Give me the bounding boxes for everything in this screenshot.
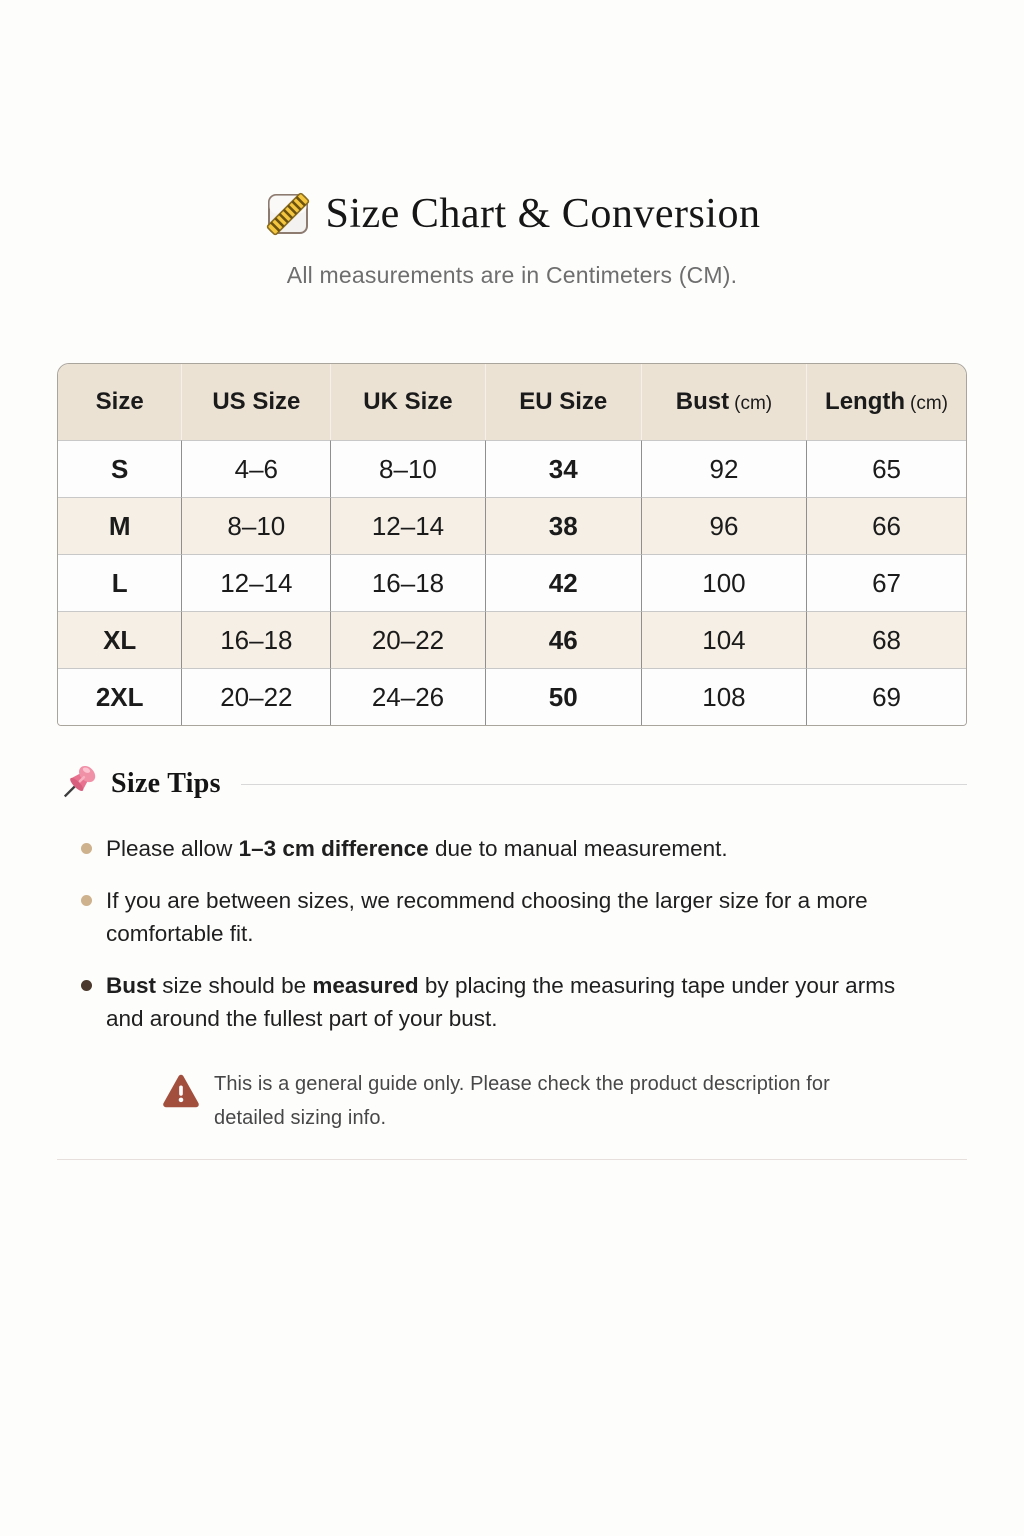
cell-length: 68 bbox=[807, 611, 966, 668]
cell-us: 8–10 bbox=[182, 497, 331, 554]
cell-size: XL bbox=[58, 611, 182, 668]
column-header-bust: Bust (cm) bbox=[642, 364, 807, 440]
tip-item-tolerance bbox=[81, 832, 967, 865]
cell-eu: 46 bbox=[486, 611, 642, 668]
cell-us: 12–14 bbox=[182, 554, 331, 611]
cell-us: 4–6 bbox=[182, 440, 331, 497]
cell-size: L bbox=[58, 554, 182, 611]
tips-list bbox=[57, 832, 967, 1035]
size-table-wrap bbox=[57, 363, 967, 726]
warning-note bbox=[162, 1067, 910, 1135]
table-row-s bbox=[58, 440, 966, 497]
bullet-icon bbox=[81, 895, 92, 906]
cell-eu: 50 bbox=[486, 668, 642, 725]
tip-item-bust-measure bbox=[81, 969, 967, 1035]
cell-bust: 100 bbox=[642, 554, 807, 611]
size-tips-title: Size Tips bbox=[111, 768, 221, 799]
cell-uk: 12–14 bbox=[331, 497, 485, 554]
column-header-length: Length (cm) bbox=[807, 364, 966, 440]
table-row-2xl bbox=[58, 668, 966, 725]
size-tips-heading bbox=[57, 762, 967, 806]
page-title: Size Chart & Conversion bbox=[325, 191, 761, 237]
table-header-row bbox=[58, 364, 966, 440]
cell-size: M bbox=[58, 497, 182, 554]
title-row bbox=[0, 190, 1024, 238]
column-header-us-size: US Size bbox=[182, 364, 331, 440]
ruler-note-icon bbox=[264, 190, 312, 238]
warning-text: This is a general guide only. Please check the product description for detailed sizing info. bbox=[214, 1073, 830, 1129]
pushpin-icon bbox=[57, 762, 101, 806]
cell-uk: 20–22 bbox=[331, 611, 485, 668]
cell-size: 2XL bbox=[58, 668, 182, 725]
heading-divider bbox=[241, 784, 967, 785]
size-tips-section bbox=[57, 762, 967, 1135]
cell-eu: 42 bbox=[486, 554, 642, 611]
cell-length: 67 bbox=[807, 554, 966, 611]
header bbox=[0, 0, 1024, 289]
cell-bust: 96 bbox=[642, 497, 807, 554]
warning-triangle-icon bbox=[162, 1072, 200, 1110]
column-header-size: Size bbox=[58, 364, 182, 440]
table-row-l bbox=[58, 554, 966, 611]
bullet-icon bbox=[81, 980, 92, 991]
column-header-eu-size: EU Size bbox=[486, 364, 642, 440]
cell-size: S bbox=[58, 440, 182, 497]
column-header-uk-size: UK Size bbox=[331, 364, 485, 440]
tip-item-between-sizes bbox=[81, 884, 967, 950]
cell-uk: 8–10 bbox=[331, 440, 485, 497]
bullet-icon bbox=[81, 843, 92, 854]
table-row-xl bbox=[58, 611, 966, 668]
size-table bbox=[57, 363, 967, 726]
cell-uk: 24–26 bbox=[331, 668, 485, 725]
cell-length: 65 bbox=[807, 440, 966, 497]
page-subtitle: All measurements are in Centimeters (CM). bbox=[286, 262, 738, 288]
cell-eu: 34 bbox=[486, 440, 642, 497]
cell-uk: 16–18 bbox=[331, 554, 485, 611]
cell-bust: 92 bbox=[642, 440, 807, 497]
cell-us: 16–18 bbox=[182, 611, 331, 668]
cell-eu: 38 bbox=[486, 497, 642, 554]
tip-text: Please allow 1–3 cm difference due to manual measurement. bbox=[106, 836, 728, 861]
cell-bust: 104 bbox=[642, 611, 807, 668]
cell-length: 69 bbox=[807, 668, 966, 725]
cell-bust: 108 bbox=[642, 668, 807, 725]
cell-length: 66 bbox=[807, 497, 966, 554]
bottom-divider bbox=[57, 1159, 967, 1160]
tip-text: Bust size should be measured by placing the measuring tape under your arms and around the fullest part of your bust. bbox=[106, 973, 896, 1031]
cell-us: 20–22 bbox=[182, 668, 331, 725]
table-row-m bbox=[58, 497, 966, 554]
tip-text: If you are between sizes, we recommend choosing the larger size for a more comfortable fit. bbox=[106, 888, 868, 946]
